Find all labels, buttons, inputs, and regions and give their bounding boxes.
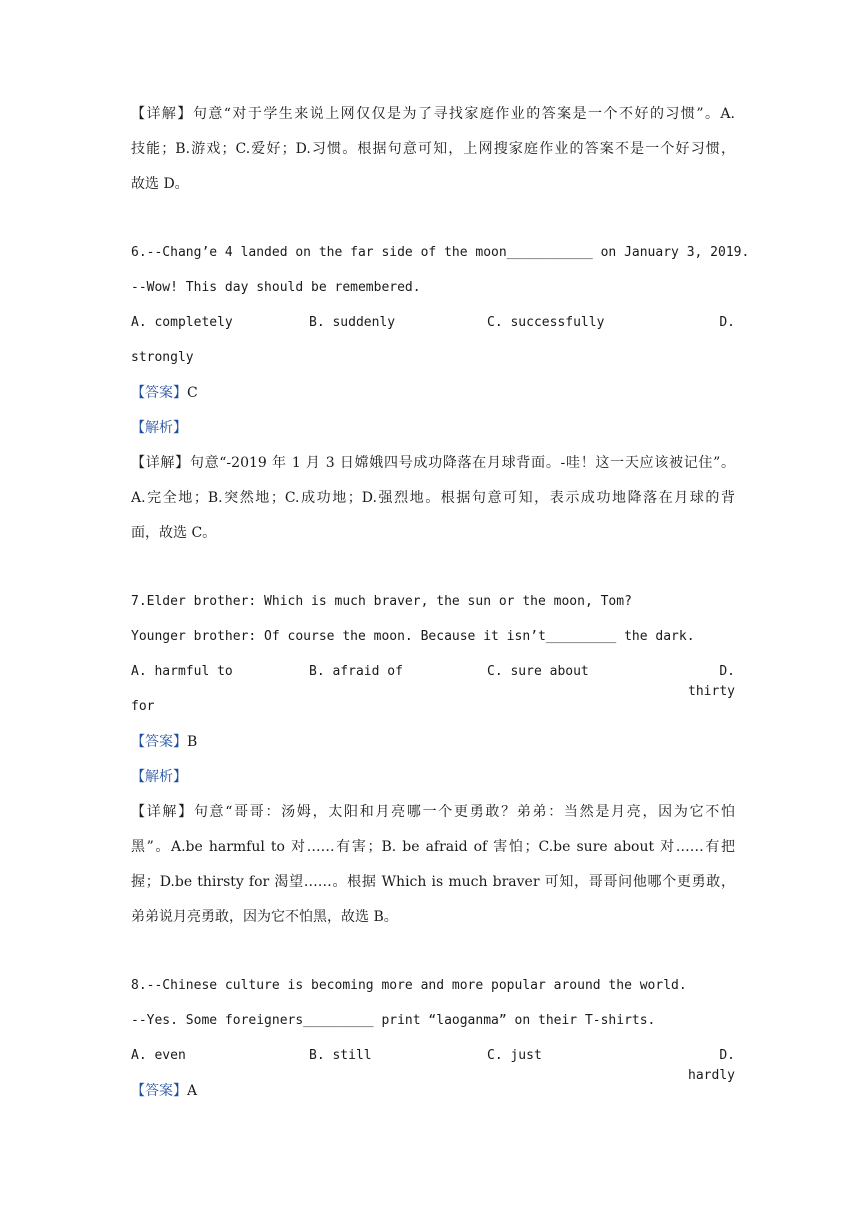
q5-detail <box>131 104 735 194</box>
question-text: 6.--Chang’e 4 landed on the far side of the moon___________ on January 3, 2019. <box>131 245 750 260</box>
question-6 <box>131 243 750 543</box>
answer-tag: 【答案】 <box>131 385 187 401</box>
answer-value: C <box>187 385 198 401</box>
answer-tag: 【答案】 <box>131 734 187 750</box>
option-d: D. thirty <box>688 664 735 699</box>
answer-value: A <box>187 1083 198 1099</box>
question-7 <box>131 592 735 927</box>
option-c: C. successfully <box>487 315 605 330</box>
detail-line: 面，故选 C。 <box>131 525 217 541</box>
option-a: A. even <box>131 1048 186 1063</box>
option-d-wrap: for <box>131 699 155 714</box>
option-a: A. harmful to <box>131 664 233 679</box>
answer-line <box>131 732 735 752</box>
analysis-line <box>131 767 735 787</box>
question-text: 8.--Chinese culture is becoming more and more popular around the world. <box>131 978 687 993</box>
document-page <box>131 104 750 1116</box>
detail-line: 技能；B.游戏；C.爱好；D.习惯。根据句意可知，上网搜家庭作业的答案不是一个好习惯， <box>131 141 735 157</box>
detail-line: 【详解】句意“-2019 年 1 月 3 日嫦娥四号成功降落在月球背面。-哇！这一天应该被记住”。 <box>131 455 735 471</box>
question-reply: --Wow! This day should be remembered. <box>131 280 421 295</box>
options-row <box>131 662 735 699</box>
question-text: 7.Elder brother: Which is much braver, the sun or the moon, Tom? <box>131 594 632 609</box>
options-row <box>131 313 735 333</box>
question-reply: --Yes. Some foreigners_________ print “laoganma” on their T-shirts. <box>131 1013 656 1028</box>
option-b: B. afraid of <box>309 664 403 679</box>
answer-line <box>131 383 735 403</box>
q7-detail <box>131 802 735 927</box>
detail-line: A.完全地；B.突然地；C.成功地；D.强烈地。根据句意可知，表示成功地降落在月球的背 <box>131 490 735 506</box>
option-b: B. suddenly <box>309 315 396 330</box>
options-row <box>131 1046 735 1083</box>
detail-line: 故选 D。 <box>131 176 189 192</box>
detail-line: 弟弟说月亮勇敢，因为它不怕黑，故选 B。 <box>131 909 398 925</box>
detail-line: 【详解】句意“对于学生来说上网仅仅是为了寻找家庭作业的答案是一个不好的习惯”。A. <box>131 106 735 122</box>
option-b: B. still <box>309 1048 372 1063</box>
option-d-wrap: strongly <box>131 350 194 365</box>
option-c: C. sure about <box>487 664 589 679</box>
answer-tag: 【答案】 <box>131 1083 187 1099</box>
question-reply: Younger brother: Of course the moon. Because it isn’t_________ the dark. <box>131 629 695 644</box>
option-d: D. hardly <box>688 1048 735 1083</box>
option-c: C. just <box>487 1048 542 1063</box>
detail-line: 黑”。A.be harmful to 对……有害；B. be afraid of 害怕；C.be sure about 对……有把 <box>131 839 735 855</box>
detail-line: 握；D.be thirsty for 渴望……。根据 Which is much braver 可知，哥哥问他哪个更勇敢， <box>131 874 735 890</box>
answer-line <box>131 1081 735 1101</box>
question-8 <box>131 976 735 1101</box>
q6-detail <box>131 453 735 543</box>
answer-value: B <box>187 734 198 750</box>
analysis-line <box>131 418 735 438</box>
detail-line: 【详解】句意“哥哥：汤姆，太阳和月亮哪一个更勇敢？弟弟：当然是月亮，因为它不怕 <box>131 804 735 820</box>
analysis-tag: 【解析】 <box>131 420 187 436</box>
analysis-tag: 【解析】 <box>131 769 187 785</box>
option-a: A. completely <box>131 315 233 330</box>
option-d: D. <box>719 315 735 330</box>
